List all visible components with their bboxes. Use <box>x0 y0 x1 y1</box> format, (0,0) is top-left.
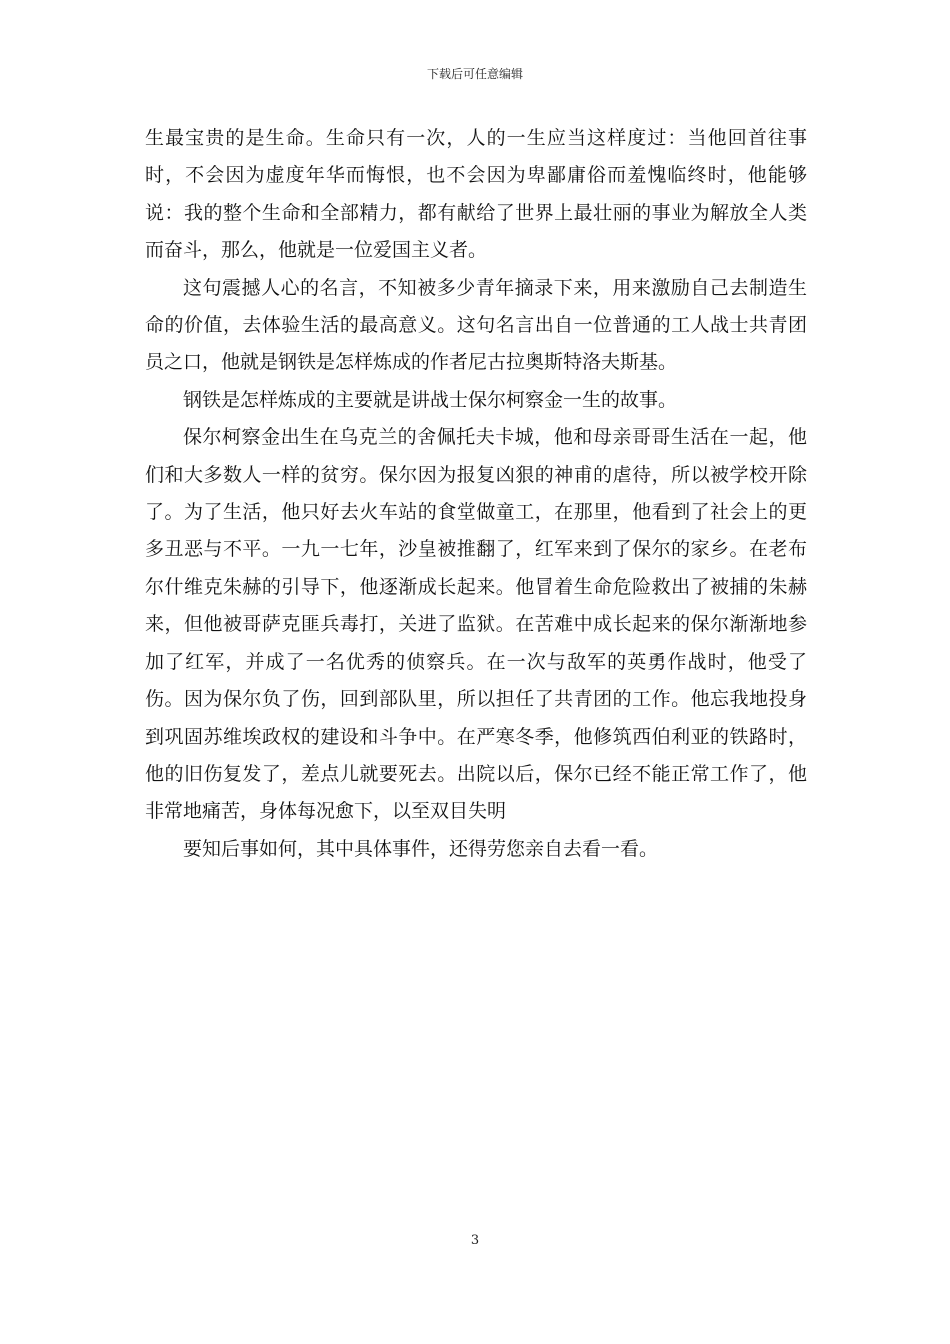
paragraph-1: 生最宝贵的是生命。生命只有一次，人的一生应当这样度过：当他回首往事时，不会因为虚度年华而悔恨，也不会因为卑鄙庸俗而羞愧临终时，他能够说：我的整个生命和全部精力，都有献给了世界上最壮丽的事业为解放全人类而奋斗，那么，他就是一位爱国主义者。 <box>145 127 807 262</box>
paragraph-3: 钢铁是怎样炼成的主要就是讲战士保尔柯察金一生的故事。 <box>183 388 678 411</box>
page-header: 下载后可任意编辑 <box>426 67 523 81</box>
page-number: 3 <box>470 1233 480 1248</box>
document-body <box>145 120 807 868</box>
paragraph-2: 这句震撼人心的名言，不知被多少青年摘录下来，用来激励自己去制造生命的价值，去体验生活的最高意义。这句名言出自一位普通的工人战士共青团员之口，他就是钢铁是怎样炼成的作者尼古拉奥斯特洛夫斯基。 <box>145 276 807 374</box>
paragraph-5: 要知后事如何，其中具体事件，还得劳您亲自去看一看。 <box>183 837 659 860</box>
paragraph-4: 保尔柯察金出生在乌克兰的舍佩托夫卡城，他和母亲哥哥生活在一起，他们和大多数人一样的贫穷。保尔因为报复凶狠的神甫的虐待，所以被学校开除了。为了生活，他只好去火车站的食堂做童工，在那里，他看到了社会上的更多丑恶与不平。一九一七年，沙皇被推翻了，红军来到了保尔的家乡。在老布尔什维克朱赫的引导下，他逐渐成长起来。他冒着生命危险救出了被捕的朱赫来，但他被哥萨克匪兵毒打，关进了监狱。在苦难中成长起来的保尔渐渐地参加了红军，并成了一名优秀的侦察兵。在一次与敌军的英勇作战时，他受了伤。因为保尔负了伤，回到部队里，所以担任了共青团的工作。他忘我地投身到巩固苏维埃政权的建设和斗争中。在严寒冬季，他修筑西伯利亚的铁路时，他的旧伤复发了，差点儿就要死去。出院以后，保尔已经不能正常工作了，他非常地痛苦，身体每况愈下，以至双目失明 <box>145 426 807 823</box>
